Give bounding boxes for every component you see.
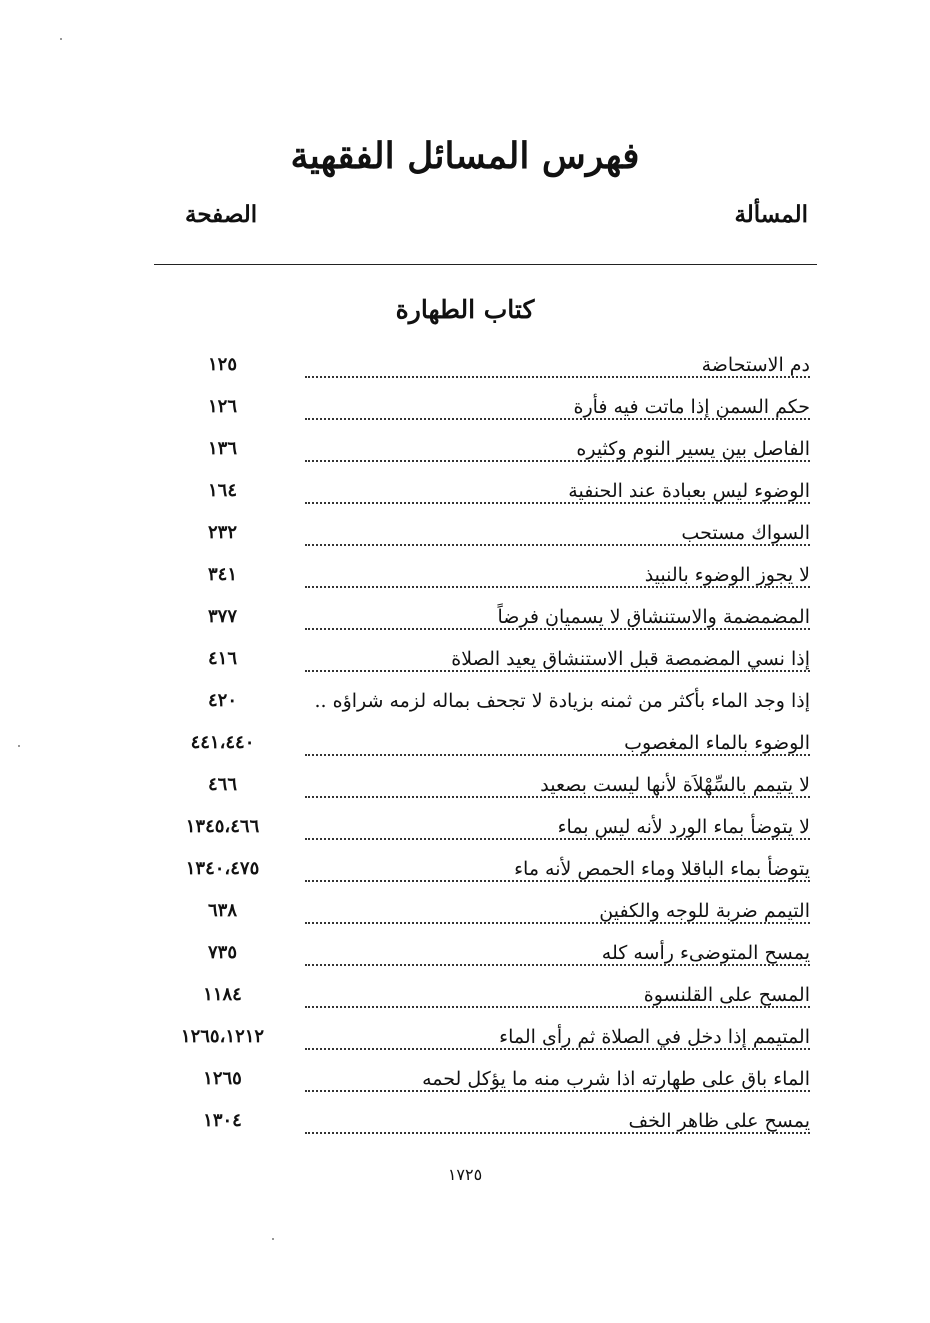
index-entry <box>0 1017 930 1057</box>
entry-page-number: ٤١٦ <box>207 648 237 669</box>
entry-page-number: ١٢٦٥،١٢١٢ <box>180 1026 265 1047</box>
scan-speck <box>18 745 20 747</box>
entry-text: يمسح على ظاهر الخف <box>623 1110 810 1132</box>
entry-page-number: ٤٤١،٤٤٠ <box>190 732 255 753</box>
index-entry <box>0 975 930 1015</box>
section-title: كتاب الطهارة <box>395 295 535 324</box>
column-header-issue: المسألة <box>734 201 808 228</box>
index-entry <box>0 597 930 637</box>
entry-page-number: ٣٧٧ <box>207 606 237 627</box>
entry-page-number: ١٦٤ <box>207 480 237 501</box>
index-entry <box>0 429 930 469</box>
entry-text: المسح على القلنسوة <box>638 984 810 1006</box>
index-entry <box>0 891 930 931</box>
header-divider <box>154 264 817 265</box>
index-entry <box>0 765 930 805</box>
entry-page-number: ١٣٦ <box>207 438 237 459</box>
entry-text: إذا وجد الماء بأكثر من ثمنه بزيادة لا تجحف بماله لزمه شراؤه .. <box>309 690 810 712</box>
index-entry <box>0 639 930 679</box>
entry-page-number: ١٢٦ <box>207 396 237 417</box>
entry-page-number: ٣٤١ <box>207 564 237 585</box>
entry-text: الوضوء بالماء المغصوب <box>618 732 810 754</box>
index-entry <box>0 807 930 847</box>
entry-text: التيمم ضربة للوجه والكفين <box>593 900 810 922</box>
entry-page-number: ٤٦٦ <box>207 774 237 795</box>
entry-text: الفاصل بين يسير النوم وكثيره <box>570 438 810 460</box>
entry-text: حكم السمن إذا ماتت فيه فأرة <box>568 396 810 418</box>
index-entry <box>0 933 930 973</box>
index-entry <box>0 555 930 595</box>
index-entry <box>0 513 930 553</box>
index-entry <box>0 681 930 721</box>
entry-page-number: ١٣٤٥،٤٦٦ <box>185 816 260 837</box>
index-entry <box>0 345 930 385</box>
entry-text: لا يتيمم بالسِّهْلاَة لأنها ليست بصعيد <box>534 774 810 796</box>
entry-page-number: ٤٢٠ <box>207 690 237 711</box>
entry-text: المضمضمة والاستنشاق لا يسميان فرضاً <box>492 606 811 628</box>
index-entry <box>0 723 930 763</box>
entry-text: السواك مستحب <box>675 522 810 544</box>
entry-text: لا يتوضأ بماء الورد لأنه ليس بماء <box>552 816 810 838</box>
page-number: ١٧٢٥ <box>447 1165 483 1184</box>
entry-page-number: ١٢٥ <box>207 354 237 375</box>
entry-page-number: ٦٣٨ <box>207 900 237 921</box>
entry-text: يتوضأ بماء الباقلا وماء الحمص لأنه ماء <box>508 858 810 880</box>
index-entry <box>0 471 930 511</box>
entry-page-number: ١٣٤٠،٤٧٥ <box>185 858 260 879</box>
entry-text: لا يجوز الوضوء بالنبيذ <box>639 564 810 586</box>
entry-text: الوضوء ليس بعبادة عند الحنفية <box>562 480 810 502</box>
entry-page-number: ١٣٠٤ <box>203 1110 242 1131</box>
entry-text: يمسح المتوضىء رأسه كله <box>596 942 810 964</box>
entry-text: دم الاستحاضة <box>696 354 810 376</box>
index-entry <box>0 1101 930 1141</box>
entry-text: الماء باق على طهارته اذا شرب منه ما يؤكل لحمه <box>416 1068 810 1090</box>
scan-speck <box>60 38 62 40</box>
entry-page-number: ٢٣٢ <box>207 522 237 543</box>
index-entry <box>0 1059 930 1099</box>
scan-speck <box>272 1238 274 1240</box>
entry-text: إذا نسي المضمصة قبل الاستنشاق يعيد الصلاة <box>445 648 810 670</box>
entry-text: المتيمم إذا دخل في الصلاة ثم رأى الماء <box>493 1026 810 1048</box>
index-entry <box>0 387 930 427</box>
index-entry <box>0 849 930 889</box>
entry-page-number: ١٢٦٥ <box>203 1068 242 1089</box>
page-title: فهرس المسائل الفقهية <box>290 135 640 177</box>
entry-page-number: ١١٨٤ <box>203 984 242 1005</box>
column-header-page: الصفحة <box>185 201 258 228</box>
entry-page-number: ٧٣٥ <box>207 942 237 963</box>
